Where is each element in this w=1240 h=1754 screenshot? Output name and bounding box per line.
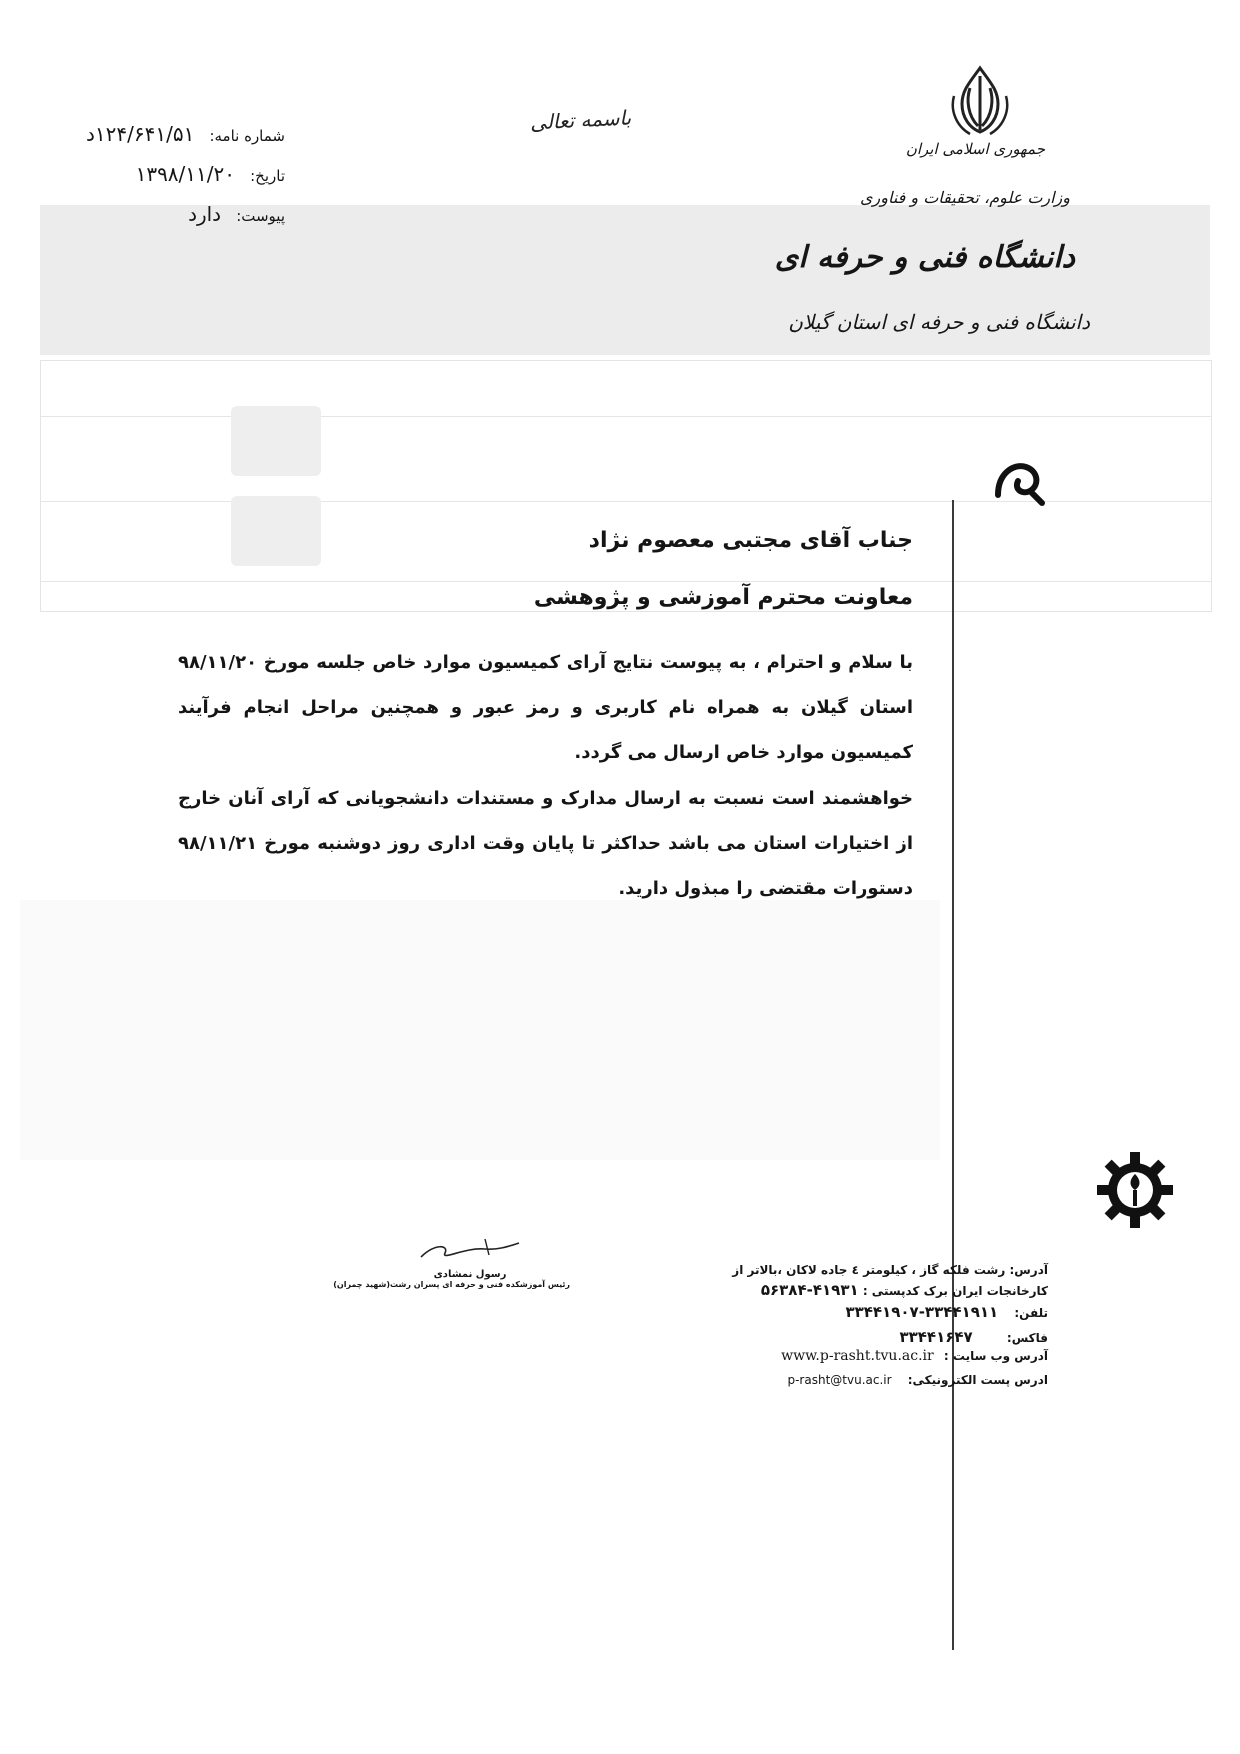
address-text-2: کارخانجات ایران برک (923, 1284, 1048, 1298)
university-monogram-icon (990, 455, 1050, 515)
website-row (781, 1348, 1048, 1364)
body-paragraph-1: با سلام و احترام ، به پیوست نتایج آرای کمیسیون موارد خاص جلسه مورخ ۹۸/۱۱/۲۰ استان گیلان به همراه نام کاربری و رمز عبور و همچنین مراحل انجام فرآیند کمیسیون موارد خاص ارسال می گردد. (178, 652, 913, 763)
phone-number: ۳۳۴۴۱۹۱۱-۳۳۴۴۱۹۰۷ (845, 1303, 999, 1321)
body-paragraph-2: خواهشمند است نسبت به ارسال مدارک و مستندات دانشجویانی که آرای آنان خارج از اختیارات استان می باشد حداکثر تا پایان وقت اداری روز دوشنبه مورخ ۹۸/۱۱/۲۱ دستورات مقتضی را مبذول دارید. (178, 788, 913, 899)
fax-row (899, 1328, 1048, 1346)
letter-number-label: شماره نامه: (209, 127, 285, 145)
invocation: باسمه تعالی (529, 105, 632, 135)
recipient-title: معاونت محترم آموزشی و پژوهشی (533, 585, 913, 610)
letter-number: ۱۲۴/۶۴۱/۵۱د (86, 122, 195, 146)
signatory-title: رئیس آموزشکده فنی و حرفه ای پسران رشت(شهید چمران) (333, 1280, 570, 1289)
address-line-2 (761, 1281, 1048, 1299)
bleed-through-lower (20, 900, 940, 1160)
email-row (787, 1373, 1048, 1387)
attachment-label: پیوست: (236, 207, 285, 225)
attachment-row (188, 202, 285, 226)
letterhead-country: جمهوری اسلامی ایران (905, 140, 1045, 158)
date-row (136, 162, 285, 186)
attachment-value: دارد (188, 202, 222, 226)
email-label: ادرس پست الکترونیکی: (907, 1373, 1048, 1387)
letterhead-ministry: وزارت علوم، تحقیقات و فناوری (860, 188, 1070, 207)
phone-row (845, 1303, 1048, 1321)
iran-emblem (940, 60, 1020, 144)
address-text: رشت فلکه گاز ، کیلومتر ٤ جاده لاکان ،بالاتر از (732, 1263, 1006, 1277)
postal-code: ۴۱۹۳۱-۵۶۳۸۴ (760, 1281, 859, 1299)
address-line-1 (732, 1263, 1048, 1277)
fax-number: ۳۳۴۴۱۶۴۷ (899, 1328, 973, 1346)
signature-block (333, 1235, 570, 1289)
letter-number-row (86, 122, 285, 146)
signatory-name: رسول نمشادی (433, 1269, 507, 1280)
fax-label: فاکس: (1006, 1331, 1048, 1345)
handwritten-signature (415, 1235, 525, 1265)
date-label: تاریخ: (250, 167, 285, 185)
letterhead-university: دانشگاه فنی و حرفه ای (774, 240, 1075, 275)
website-label: آدرس وب سایت : (943, 1349, 1048, 1363)
recipient-name: جناب آقای مجتبی معصوم نژاد (588, 528, 913, 553)
letterhead-provincial: دانشگاه فنی و حرفه ای استان گیلان (788, 310, 1090, 334)
website-url: www.p-rasht.tvu.ac.ir (781, 1348, 934, 1364)
letter-date: ۱۳۹۸/۱۱/۲۰ (135, 162, 235, 186)
postal-label: کدپستی : (862, 1284, 920, 1298)
address-label: آدرس: (1009, 1263, 1048, 1277)
college-gear-logo (1095, 1150, 1175, 1234)
email-address: p-rasht@tvu.ac.ir (787, 1373, 892, 1387)
phone-label: تلفن: (1014, 1306, 1048, 1320)
margin-divider (952, 500, 954, 1650)
